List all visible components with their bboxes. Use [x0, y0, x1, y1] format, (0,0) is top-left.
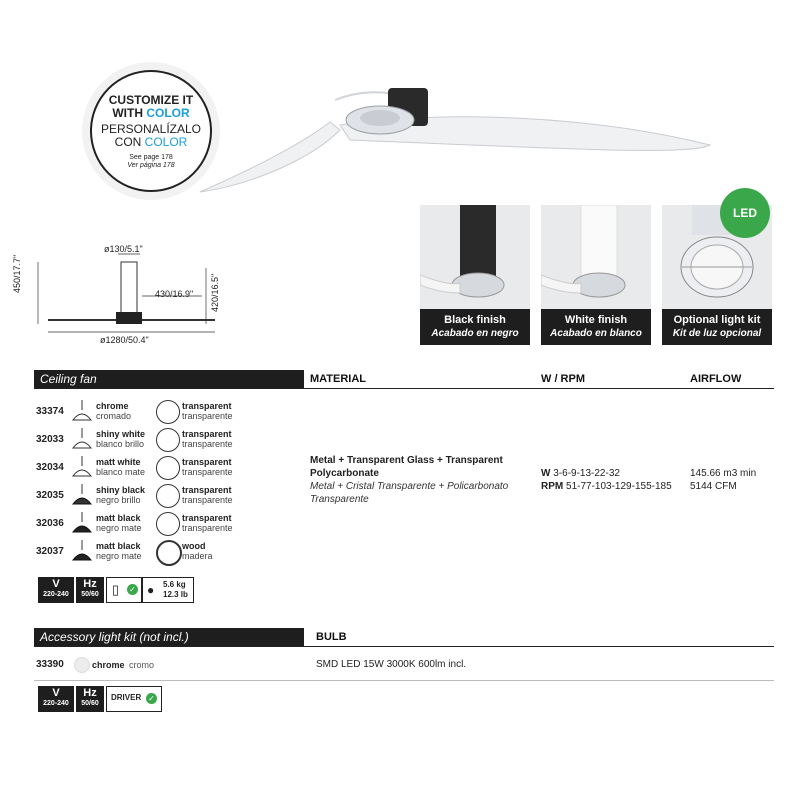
dim-top-diameter: ø130/5.1" [104, 244, 143, 254]
material-spec: Metal + Transparent Glass + Transparent Polycarbonate Metal + Cristal Transparente + Policarbonato Transparente [310, 455, 509, 505]
frequency-box: Hz 50/60 [76, 686, 104, 712]
photo-white-finish[interactable] [541, 205, 651, 345]
dim-drop: 430/16.9" [155, 289, 194, 299]
dimension-drawing [30, 240, 230, 350]
black-fan-icon [72, 484, 92, 508]
photo-caption: White finish Acabado en blanco [541, 309, 651, 345]
dim-blade-diameter: ø1280/50.4" [100, 335, 149, 345]
white-fan-icon [72, 456, 92, 480]
weight-value: 5.6 kg 12.3 lb [163, 580, 188, 599]
remote-control-box [106, 577, 142, 603]
wood-blade-icon [156, 540, 182, 566]
divider [34, 388, 774, 389]
col-w-rpm: W / RPM [541, 373, 585, 385]
model-row[interactable]: 32033 shiny white blanco brillo transparent transparente [34, 428, 244, 454]
led-badge: LED [720, 188, 770, 238]
transparent-blade-icon [156, 400, 180, 424]
power-spec: W 3-6-9-13-22-32 RPM 51-77-103-129-155-185 [541, 468, 672, 492]
frequency-box: Hz 50/60 [76, 577, 104, 603]
photo-caption: Black finish Acabado en negro [420, 309, 530, 345]
photo-caption: Optional light kit Kit de luz opcional [662, 309, 772, 345]
model-row[interactable]: 32036 matt black negro mate transparent transparente [34, 512, 244, 538]
transparent-blade-icon [156, 512, 180, 536]
fan-hero-image [190, 70, 750, 200]
section-ceiling-fan: Ceiling fan [34, 370, 304, 388]
dim-height: 450/17.7" [12, 254, 22, 293]
transparent-blade-icon [156, 484, 180, 508]
black-fan-icon [72, 512, 92, 536]
white-fan-image [541, 205, 651, 309]
photo-black-finish[interactable] [420, 205, 530, 345]
section-light-kit: Accessory light kit (not incl.) [34, 628, 304, 646]
transparent-blade-icon [156, 428, 180, 452]
light-kit-row[interactable]: 33390 chrome cromo [36, 657, 296, 675]
customize-color-badge[interactable] [90, 70, 212, 192]
badge-page-ref: See page 178 Ver página 178 [127, 154, 175, 169]
weight-icon: ● [147, 583, 155, 597]
bulb-spec: SMD LED 15W 3000K 600lm incl. [316, 659, 467, 670]
col-bulb: BULB [316, 631, 347, 643]
black-fan-icon [72, 540, 92, 564]
model-row[interactable]: 32035 shiny black negro brillo transparent transparente [34, 484, 244, 510]
col-material: MATERIAL [310, 373, 367, 385]
chrome-fan-icon [72, 400, 92, 424]
weight-box [142, 577, 194, 603]
white-fan-icon [72, 428, 92, 452]
check-icon: ✓ [127, 584, 138, 595]
divider [34, 646, 774, 647]
voltage-box: V 220-240 [38, 686, 74, 712]
model-row[interactable]: 32034 matt white blanco mate transparent transparente [34, 456, 244, 482]
model-row[interactable]: 32037 matt black negro mate wood madera [34, 540, 244, 566]
dim-height-2: 420/16.5" [210, 273, 220, 312]
remote-icon: ▯ [112, 582, 120, 597]
black-fan-image [420, 205, 530, 309]
badge-title: CUSTOMIZE IT WITH COLOR [108, 93, 194, 120]
airflow-spec: 145.66 m3 min 5144 CFM [690, 468, 757, 492]
badge-title-es: PERSONALÍZALO CON COLOR [100, 122, 202, 149]
divider [34, 680, 774, 681]
voltage-box: V 220-240 [38, 577, 74, 603]
chrome-swatch-icon [74, 657, 90, 673]
col-airflow: AIRFLOW [690, 373, 742, 385]
transparent-blade-icon [156, 456, 180, 480]
driver-box: DRIVER ✓ [106, 686, 162, 712]
model-row[interactable]: 33374 chrome cromado transparent transparente [34, 400, 244, 426]
check-icon: ✓ [146, 693, 157, 704]
